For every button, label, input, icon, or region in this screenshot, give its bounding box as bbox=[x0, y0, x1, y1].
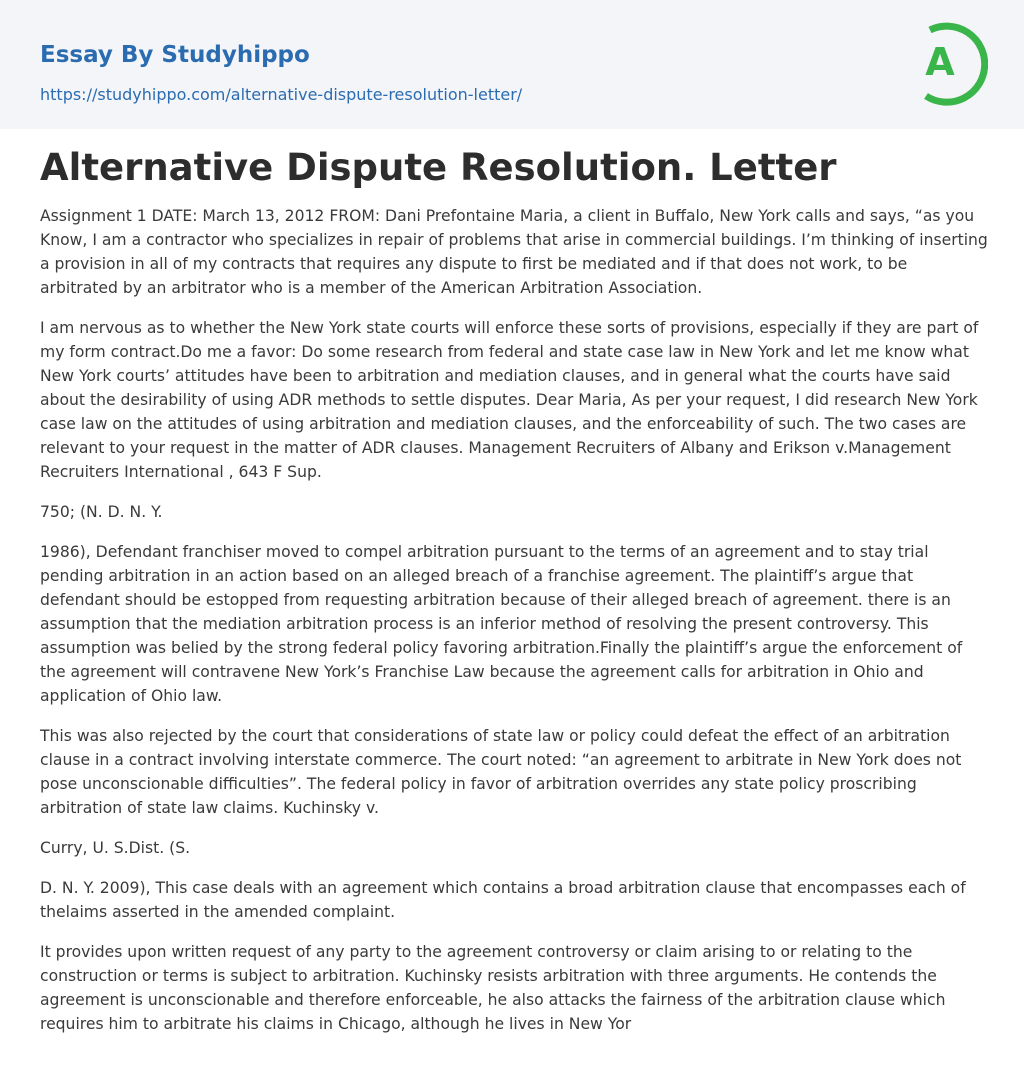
paragraph: 1986), Defendant franchiser moved to compel arbitration pursuant to the terms of an agreement and to stay trial pending arbitration in an action based on an alleged breach of a franchise agreement. The plaintiff’s argue that defendant should be estopped from requesting arbitration because of their alleged breach of agreement. there is an assumption that the mediation arbitration process is an inferior method of resolving the present controversy. This assumption was belied by the strong federal policy favoring arbitration.Finally the plaintiff’s argue the enforcement of the agreement will contravene New York’s Franchise Law because the agreement calls for arbitration in Ohio and application of Ohio law. bbox=[40, 543, 963, 705]
paragraph: I am nervous as to whether the New York state courts will enforce these sorts of provisions, especially if they are part of my form contract.Do me a favor: Do some research from federal and state case law in New York and let me know what New York courts’ attitudes have been to arbitration and mediation clauses, and in general what the courts have said about the desirability of using ADR methods to settle disputes. Dear Maria, As per your request, I did research New York case law on the attitudes of using arbitration and mediation clauses, and the enforceability of such. The two cases are relevant to your request in the matter of ADR clauses. Management Recruiters of Albany and Erikson v.Management Recruiters International , 643 F Sup. bbox=[40, 319, 979, 481]
source-url-link[interactable]: https://studyhippo.com/alternative-dispute-resolution-letter/ bbox=[40, 85, 523, 104]
paragraph: 750; (N. D. N. Y. bbox=[40, 503, 163, 521]
paragraph: This was also rejected by the court that considerations of state law or policy could defeat the effect of an arbitration clause in a contract involving interstate commerce. The court noted: “an agreement to arbitrate in New York does not pose unconscionable difficulties”. The federal policy in favor of arbitration overrides any state policy proscribing arbitration of state law claims. Kuchinsky v. bbox=[40, 727, 962, 817]
site-title[interactable]: Essay By Studyhippo bbox=[40, 42, 310, 68]
studyhippo-logo-icon[interactable] bbox=[910, 18, 988, 106]
logo-letter: A bbox=[925, 40, 955, 84]
article bbox=[40, 140, 990, 1052]
paragraph: D. N. Y. 2009), This case deals with an agreement which contains a broad arbitration clause that encompasses each of thelaims asserted in the amended complaint. bbox=[40, 879, 966, 921]
paragraph: Assignment 1 DATE: March 13, 2012 FROM: Dani Prefontaine Maria, a client in Buffalo, New York calls and says, “as you Know, I am a contractor who specializes in repair of problems that arise in commercial buildings. I’m thinking of inserting a provision in all of my contracts that requires any dispute to first be mediated and if that does not work, to be arbitrated by an arbitrator who is a member of the American Arbitration Association. bbox=[40, 207, 988, 297]
paragraph: It provides upon written request of any party to the agreement controversy or claim arising to or relating to the construction or terms is subject to arbitration. Kuchinsky resists arbitration with three arguments. He contends the agreement is unconscionable and therefore enforceable, he also attacks the fairness of the arbitration clause which requires him to arbitrate his claims in Chicago, although he lives in New Yor bbox=[40, 943, 946, 1033]
site-header bbox=[0, 0, 1024, 129]
article-title: Alternative Dispute Resolution. Letter bbox=[40, 146, 837, 189]
paragraph: Curry, U. S.Dist. (S. bbox=[40, 839, 191, 857]
